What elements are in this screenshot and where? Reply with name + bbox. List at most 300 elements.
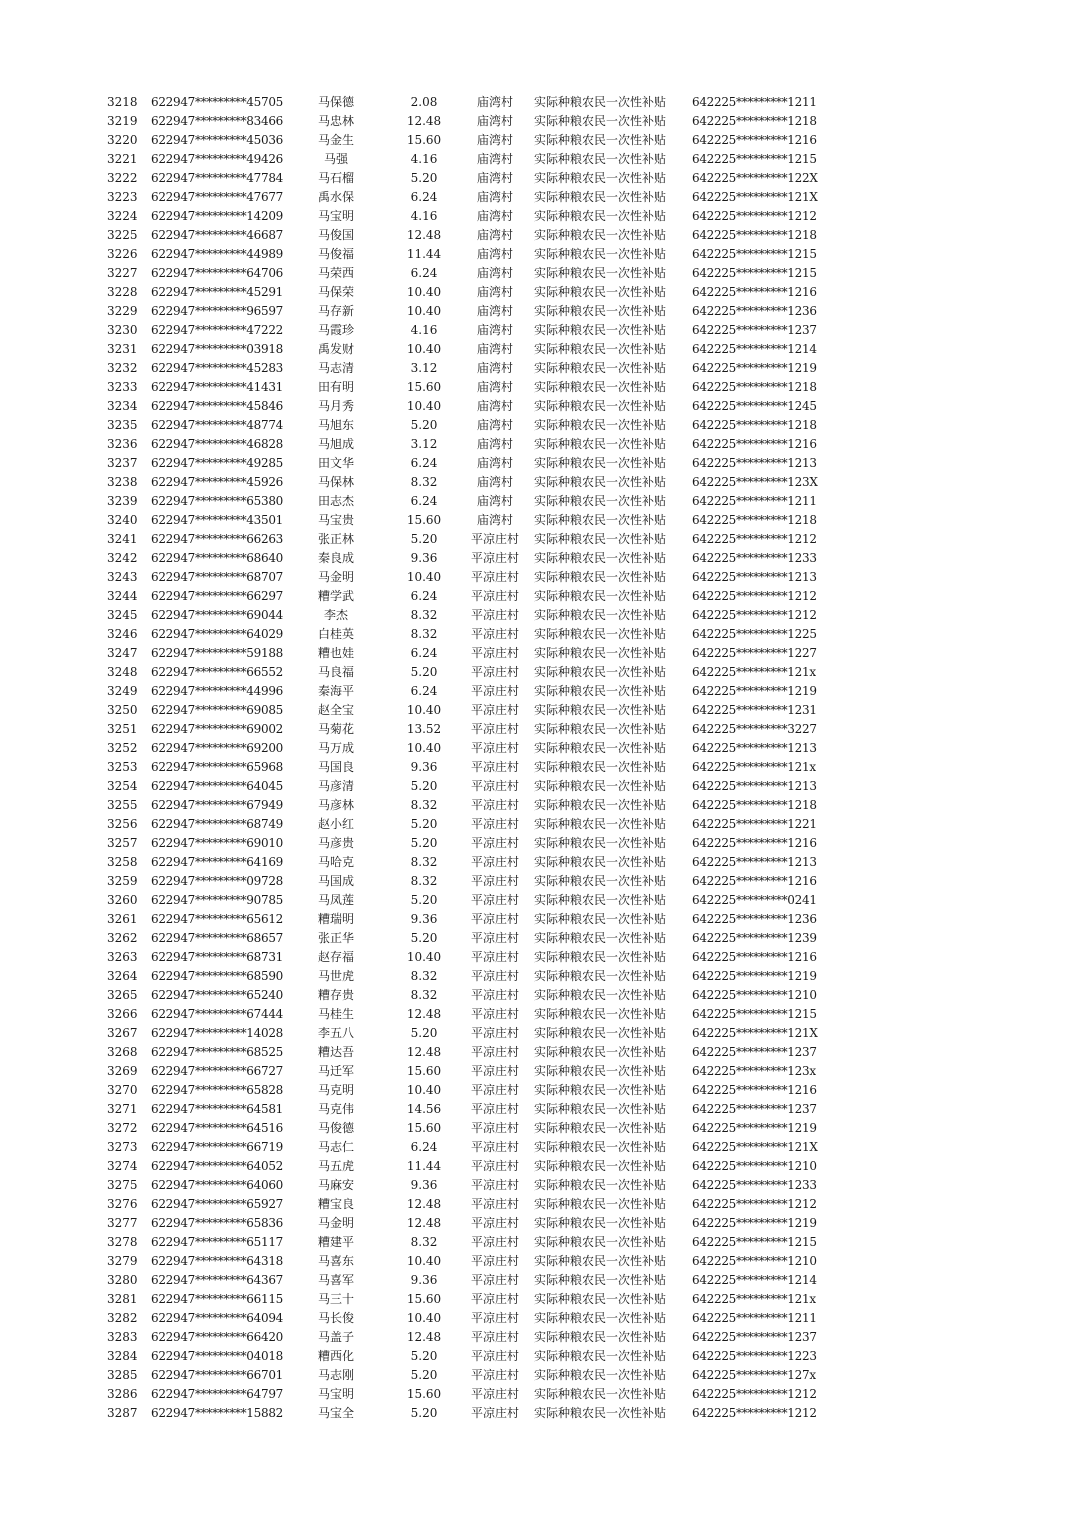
row-number: 3280	[107, 1273, 138, 1287]
table-row	[0, 815, 1074, 834]
id-number: 642225*********1213	[692, 741, 817, 755]
village-name: 平凉庄村	[470, 912, 519, 926]
subsidy-amount: 5.20	[410, 1368, 438, 1382]
row-number: 3233	[107, 380, 138, 394]
id-number: 642225*********1236	[692, 304, 817, 318]
table-row	[0, 701, 1074, 720]
village-name: 平凉庄村	[470, 1292, 519, 1306]
village-name: 平凉庄村	[470, 684, 519, 698]
subsidy-type: 实际种粮农民一次性补贴	[534, 1349, 667, 1363]
farmer-name: 糟学武	[317, 589, 354, 603]
subsidy-type: 实际种粮农民一次性补贴	[534, 551, 667, 565]
subsidy-amount: 8.32	[410, 608, 438, 622]
subsidy-type: 实际种粮农民一次性补贴	[534, 494, 667, 508]
row-number: 3274	[107, 1159, 138, 1173]
subsidy-type: 实际种粮农民一次性补贴	[534, 1387, 667, 1401]
row-number: 3275	[107, 1178, 138, 1192]
village-name: 平凉庄村	[470, 950, 519, 964]
row-number: 3246	[107, 627, 138, 641]
farmer-name: 糟达吾	[317, 1045, 354, 1059]
farmer-name: 马良福	[317, 665, 354, 679]
table-row	[0, 891, 1074, 910]
subsidy-amount: 5.20	[410, 836, 438, 850]
farmer-name: 张正林	[317, 532, 354, 546]
id-number: 642225*********1216	[692, 874, 817, 888]
account-number: 622947*********66115	[151, 1292, 283, 1306]
subsidy-type: 实际种粮农民一次性补贴	[534, 1406, 667, 1420]
farmer-name: 马长俊	[317, 1311, 354, 1325]
table-row	[0, 473, 1074, 492]
account-number: 622947*********43501	[151, 513, 283, 527]
farmer-name: 马彦林	[317, 798, 354, 812]
farmer-name: 秦海平	[317, 684, 354, 698]
row-number: 3227	[107, 266, 138, 280]
farmer-name: 糟建平	[317, 1235, 354, 1249]
village-name: 平凉庄村	[470, 836, 519, 850]
subsidy-amount: 15.60	[406, 133, 442, 147]
subsidy-type: 实际种粮农民一次性补贴	[534, 988, 667, 1002]
id-number: 642225*********127x	[692, 1368, 816, 1382]
id-number: 642225*********1216	[692, 1083, 817, 1097]
subsidy-type: 实际种粮农民一次性补贴	[534, 285, 667, 299]
row-number: 3279	[107, 1254, 138, 1268]
farmer-name: 马俊国	[317, 228, 354, 242]
subsidy-type: 实际种粮农民一次性补贴	[534, 114, 667, 128]
id-number: 642225*********1213	[692, 855, 817, 869]
village-name: 庙湾村	[476, 190, 513, 204]
account-number: 622947*********68640	[151, 551, 283, 565]
village-name: 平凉庄村	[470, 1159, 519, 1173]
farmer-name: 马国成	[317, 874, 354, 888]
row-number: 3251	[107, 722, 138, 736]
farmer-name: 马三十	[317, 1292, 354, 1306]
village-name: 平凉庄村	[470, 1311, 519, 1325]
row-number: 3250	[107, 703, 138, 717]
subsidy-type: 实际种粮农民一次性补贴	[534, 323, 667, 337]
account-number: 622947*********68749	[151, 817, 283, 831]
subsidy-amount: 8.32	[410, 988, 438, 1002]
subsidy-type: 实际种粮农民一次性补贴	[534, 1159, 667, 1173]
id-number: 642225*********1218	[692, 380, 817, 394]
row-number: 3235	[107, 418, 138, 432]
row-number: 3262	[107, 931, 138, 945]
subsidy-type: 实际种粮农民一次性补贴	[534, 342, 667, 356]
subsidy-type: 实际种粮农民一次性补贴	[534, 855, 667, 869]
subsidy-amount: 10.40	[406, 950, 442, 964]
farmer-name: 赵小红	[317, 817, 354, 831]
id-number: 642225*********1211	[692, 95, 817, 109]
subsidy-amount: 15.60	[406, 380, 442, 394]
village-name: 平凉庄村	[470, 1178, 519, 1192]
table-row	[0, 1404, 1074, 1423]
row-number: 3270	[107, 1083, 138, 1097]
subsidy-amount: 5.20	[410, 171, 438, 185]
id-number: 642225*********1218	[692, 418, 817, 432]
village-name: 平凉庄村	[470, 1197, 519, 1211]
row-number: 3247	[107, 646, 138, 660]
subsidy-type: 实际种粮农民一次性补贴	[534, 1083, 667, 1097]
village-name: 平凉庄村	[470, 855, 519, 869]
village-name: 庙湾村	[476, 513, 513, 527]
subsidy-amount: 8.32	[410, 627, 438, 641]
table-row	[0, 625, 1074, 644]
subsidy-type: 实际种粮农民一次性补贴	[534, 437, 667, 451]
id-number: 642225*********1219	[692, 361, 817, 375]
subsidy-type: 实际种粮农民一次性补贴	[534, 1273, 667, 1287]
farmer-name: 马旭东	[317, 418, 354, 432]
subsidy-type: 实际种粮农民一次性补贴	[534, 646, 667, 660]
subsidy-type: 实际种粮农民一次性补贴	[534, 1102, 667, 1116]
subsidy-amount: 8.32	[410, 798, 438, 812]
subsidy-type: 实际种粮农民一次性补贴	[534, 1330, 667, 1344]
row-number: 3242	[107, 551, 138, 565]
farmer-name: 马金明	[317, 570, 354, 584]
account-number: 622947*********09728	[151, 874, 283, 888]
farmer-name: 赵存福	[317, 950, 354, 964]
subsidy-amount: 9.36	[410, 760, 438, 774]
row-number: 3253	[107, 760, 138, 774]
id-number: 642225*********1219	[692, 1121, 817, 1135]
table-row	[0, 150, 1074, 169]
subsidy-type: 实际种粮农民一次性补贴	[534, 627, 667, 641]
account-number: 622947*********66420	[151, 1330, 283, 1344]
subsidy-amount: 5.20	[410, 817, 438, 831]
village-name: 平凉庄村	[470, 1083, 519, 1097]
account-number: 622947*********66701	[151, 1368, 283, 1382]
subsidy-amount: 10.40	[406, 570, 442, 584]
id-number: 642225*********1210	[692, 1254, 817, 1268]
id-number: 642225*********1216	[692, 836, 817, 850]
subsidy-type: 实际种粮农民一次性补贴	[534, 190, 667, 204]
village-name: 庙湾村	[476, 361, 513, 375]
account-number: 622947*********41431	[151, 380, 283, 394]
id-number: 642225*********1218	[692, 228, 817, 242]
subsidy-amount: 9.36	[410, 1273, 438, 1287]
subsidy-type: 实际种粮农民一次性补贴	[534, 684, 667, 698]
account-number: 622947*********69200	[151, 741, 283, 755]
account-number: 622947*********03918	[151, 342, 283, 356]
subsidy-amount: 6.24	[410, 494, 438, 508]
table-row	[0, 1119, 1074, 1138]
subsidy-amount: 13.52	[406, 722, 442, 736]
subsidy-type: 实际种粮农民一次性补贴	[534, 741, 667, 755]
row-number: 3263	[107, 950, 138, 964]
farmer-name: 马霞珍	[317, 323, 354, 337]
id-number: 642225*********123x	[692, 1064, 816, 1078]
table-row	[0, 739, 1074, 758]
subsidy-type: 实际种粮农民一次性补贴	[534, 893, 667, 907]
id-number: 642225*********1214	[692, 1273, 817, 1287]
farmer-name: 马保林	[317, 475, 354, 489]
village-name: 平凉庄村	[470, 646, 519, 660]
row-number: 3249	[107, 684, 138, 698]
row-number: 3239	[107, 494, 138, 508]
table-row	[0, 549, 1074, 568]
village-name: 庙湾村	[476, 114, 513, 128]
farmer-name: 马宝明	[317, 209, 354, 223]
row-number: 3268	[107, 1045, 138, 1059]
farmer-name: 糟也娃	[317, 646, 354, 660]
row-number: 3281	[107, 1292, 138, 1306]
id-number: 642225*********1213	[692, 779, 817, 793]
account-number: 622947*********46687	[151, 228, 283, 242]
row-number: 3225	[107, 228, 138, 242]
table-row	[0, 834, 1074, 853]
id-number: 642225*********1233	[692, 1178, 817, 1192]
id-number: 642225*********1212	[692, 1387, 817, 1401]
table-row	[0, 340, 1074, 359]
id-number: 642225*********1221	[692, 817, 817, 831]
table-row	[0, 720, 1074, 739]
id-number: 642225*********122X	[692, 171, 818, 185]
farmer-name: 马月秀	[317, 399, 354, 413]
subsidy-type: 实际种粮农民一次性补贴	[534, 1140, 667, 1154]
subsidy-amount: 5.20	[410, 931, 438, 945]
village-name: 平凉庄村	[470, 532, 519, 546]
subsidy-type: 实际种粮农民一次性补贴	[534, 950, 667, 964]
row-number: 3284	[107, 1349, 138, 1363]
account-number: 622947*********65240	[151, 988, 283, 1002]
row-number: 3228	[107, 285, 138, 299]
subsidy-type: 实际种粮农民一次性补贴	[534, 1292, 667, 1306]
account-number: 622947*********64045	[151, 779, 283, 793]
row-number: 3255	[107, 798, 138, 812]
id-number: 642225*********1236	[692, 912, 817, 926]
farmer-name: 马克明	[317, 1083, 354, 1097]
table-row	[0, 644, 1074, 663]
village-name: 平凉庄村	[470, 1368, 519, 1382]
row-number: 3287	[107, 1406, 138, 1420]
village-name: 庙湾村	[476, 228, 513, 242]
subsidy-type: 实际种粮农民一次性补贴	[534, 1235, 667, 1249]
table-row	[0, 910, 1074, 929]
village-name: 平凉庄村	[470, 1235, 519, 1249]
village-name: 庙湾村	[476, 133, 513, 147]
row-number: 3243	[107, 570, 138, 584]
village-name: 平凉庄村	[470, 1406, 519, 1420]
farmer-name: 马克伟	[317, 1102, 354, 1116]
account-number: 622947*********45291	[151, 285, 283, 299]
account-number: 622947*********47677	[151, 190, 283, 204]
table-row	[0, 454, 1074, 473]
row-number: 3269	[107, 1064, 138, 1078]
farmer-name: 赵全宝	[317, 703, 354, 717]
account-number: 622947*********66552	[151, 665, 283, 679]
table-row	[0, 511, 1074, 530]
farmer-name: 李杰	[323, 608, 348, 622]
id-number: 642225*********121x	[692, 760, 816, 774]
subsidy-type: 实际种粮农民一次性补贴	[534, 760, 667, 774]
village-name: 庙湾村	[476, 437, 513, 451]
id-number: 642225*********1215	[692, 1235, 817, 1249]
id-number: 642225*********1216	[692, 437, 817, 451]
subsidy-type: 实际种粮农民一次性补贴	[534, 380, 667, 394]
id-number: 642225*********1216	[692, 950, 817, 964]
row-number: 3222	[107, 171, 138, 185]
subsidy-type: 实际种粮农民一次性补贴	[534, 171, 667, 185]
subsidy-type: 实际种粮农民一次性补贴	[534, 266, 667, 280]
row-number: 3238	[107, 475, 138, 489]
table-row	[0, 1347, 1074, 1366]
subsidy-amount: 6.24	[410, 589, 438, 603]
subsidy-type: 实际种粮农民一次性补贴	[534, 228, 667, 242]
table-row	[0, 1005, 1074, 1024]
farmer-name: 马菊花	[317, 722, 354, 736]
id-number: 642225*********1233	[692, 551, 817, 565]
account-number: 622947*********64797	[151, 1387, 283, 1401]
subsidy-type: 实际种粮农民一次性补贴	[534, 475, 667, 489]
table-row	[0, 302, 1074, 321]
subsidy-amount: 3.12	[410, 437, 438, 451]
subsidy-amount: 14.56	[406, 1102, 442, 1116]
subsidy-amount: 10.40	[406, 1083, 442, 1097]
row-number: 3261	[107, 912, 138, 926]
subsidy-amount: 15.60	[406, 513, 442, 527]
account-number: 622947*********49426	[151, 152, 283, 166]
subsidy-type: 实际种粮农民一次性补贴	[534, 209, 667, 223]
village-name: 庙湾村	[476, 456, 513, 470]
table-row	[0, 378, 1074, 397]
subsidy-amount: 5.20	[410, 418, 438, 432]
subsidy-amount: 8.32	[410, 1235, 438, 1249]
table-row	[0, 1043, 1074, 1062]
account-number: 622947*********45036	[151, 133, 283, 147]
farmer-name: 马宝明	[317, 1387, 354, 1401]
farmer-name: 马凤莲	[317, 893, 354, 907]
table-row	[0, 397, 1074, 416]
subsidy-amount: 5.20	[410, 665, 438, 679]
farmer-name: 李五八	[317, 1026, 354, 1040]
table-row	[0, 1385, 1074, 1404]
farmer-name: 禹水保	[317, 190, 354, 204]
account-number: 622947*********46828	[151, 437, 283, 451]
village-name: 平凉庄村	[470, 627, 519, 641]
subsidy-amount: 8.32	[410, 969, 438, 983]
subsidy-type: 实际种粮农民一次性补贴	[534, 247, 667, 261]
row-number: 3271	[107, 1102, 138, 1116]
farmer-name: 马俊德	[317, 1121, 354, 1135]
subsidy-amount: 12.48	[406, 1197, 442, 1211]
subsidy-amount: 4.16	[410, 323, 438, 337]
table-row	[0, 948, 1074, 967]
row-number: 3252	[107, 741, 138, 755]
village-name: 平凉庄村	[470, 798, 519, 812]
subsidy-type: 实际种粮农民一次性补贴	[534, 1197, 667, 1211]
subsidy-type: 实际种粮农民一次性补贴	[534, 95, 667, 109]
table-row	[0, 264, 1074, 283]
id-number: 642225*********1212	[692, 532, 817, 546]
subsidy-amount: 8.32	[410, 475, 438, 489]
id-number: 642225*********1219	[692, 684, 817, 698]
subsidy-type: 实际种粮农民一次性补贴	[534, 874, 667, 888]
id-number: 642225*********1216	[692, 285, 817, 299]
subsidy-type: 实际种粮农民一次性补贴	[534, 703, 667, 717]
subsidy-type: 实际种粮农民一次性补贴	[534, 1045, 667, 1059]
account-number: 622947*********64318	[151, 1254, 283, 1268]
account-number: 622947*********64029	[151, 627, 283, 641]
table-row	[0, 530, 1074, 549]
id-number: 642225*********121X	[692, 1140, 818, 1154]
row-number: 3264	[107, 969, 138, 983]
farmer-name: 糟瑞明	[317, 912, 354, 926]
subsidy-amount: 5.20	[410, 1026, 438, 1040]
account-number: 622947*********04018	[151, 1349, 283, 1363]
farmer-name: 张正华	[317, 931, 354, 945]
subsidy-amount: 4.16	[410, 152, 438, 166]
village-name: 平凉庄村	[470, 1064, 519, 1078]
farmer-name: 马石榴	[317, 171, 354, 185]
subsidy-table	[0, 93, 1074, 1423]
account-number: 622947*********65117	[151, 1235, 283, 1249]
table-row	[0, 1214, 1074, 1233]
row-number: 3220	[107, 133, 138, 147]
village-name: 庙湾村	[476, 399, 513, 413]
row-number: 3258	[107, 855, 138, 869]
row-number: 3256	[107, 817, 138, 831]
subsidy-amount: 12.48	[406, 1007, 442, 1021]
village-name: 平凉庄村	[470, 1121, 519, 1135]
row-number: 3277	[107, 1216, 138, 1230]
village-name: 平凉庄村	[470, 874, 519, 888]
row-number: 3221	[107, 152, 138, 166]
subsidy-amount: 10.40	[406, 703, 442, 717]
id-number: 642225*********1219	[692, 1216, 817, 1230]
account-number: 622947*********49285	[151, 456, 283, 470]
farmer-name: 马俊福	[317, 247, 354, 261]
table-row	[0, 359, 1074, 378]
table-row	[0, 1024, 1074, 1043]
village-name: 庙湾村	[476, 304, 513, 318]
subsidy-amount: 10.40	[406, 399, 442, 413]
village-name: 庙湾村	[476, 418, 513, 432]
account-number: 622947*********96597	[151, 304, 283, 318]
farmer-name: 马宝贵	[317, 513, 354, 527]
subsidy-amount: 6.24	[410, 1140, 438, 1154]
id-number: 642225*********1215	[692, 266, 817, 280]
subsidy-amount: 15.60	[406, 1121, 442, 1135]
village-name: 平凉庄村	[470, 969, 519, 983]
farmer-name: 马世虎	[317, 969, 354, 983]
farmer-name: 马忠林	[317, 114, 354, 128]
farmer-name: 糟宝良	[317, 1197, 354, 1211]
village-name: 平凉庄村	[470, 1254, 519, 1268]
id-number: 642225*********1225	[692, 627, 817, 641]
account-number: 622947*********45705	[151, 95, 283, 109]
row-number: 3234	[107, 399, 138, 413]
subsidy-amount: 15.60	[406, 1064, 442, 1078]
account-number: 622947*********69010	[151, 836, 283, 850]
row-number: 3282	[107, 1311, 138, 1325]
account-number: 622947*********14028	[151, 1026, 283, 1040]
subsidy-type: 实际种粮农民一次性补贴	[534, 1368, 667, 1382]
id-number: 642225*********121X	[692, 190, 818, 204]
subsidy-amount: 10.40	[406, 285, 442, 299]
farmer-name: 马志刚	[317, 1368, 354, 1382]
id-number: 642225*********1237	[692, 1102, 817, 1116]
id-number: 642225*********1218	[692, 513, 817, 527]
subsidy-amount: 5.20	[410, 1406, 438, 1420]
row-number: 3219	[107, 114, 138, 128]
subsidy-type: 实际种粮农民一次性补贴	[534, 456, 667, 470]
id-number: 642225*********1239	[692, 931, 817, 945]
table-row	[0, 321, 1074, 340]
row-number: 3286	[107, 1387, 138, 1401]
account-number: 622947*********69044	[151, 608, 283, 622]
account-number: 622947*********14209	[151, 209, 283, 223]
subsidy-type: 实际种粮农民一次性补贴	[534, 1064, 667, 1078]
id-number: 642225*********1215	[692, 1007, 817, 1021]
village-name: 平凉庄村	[470, 988, 519, 1002]
